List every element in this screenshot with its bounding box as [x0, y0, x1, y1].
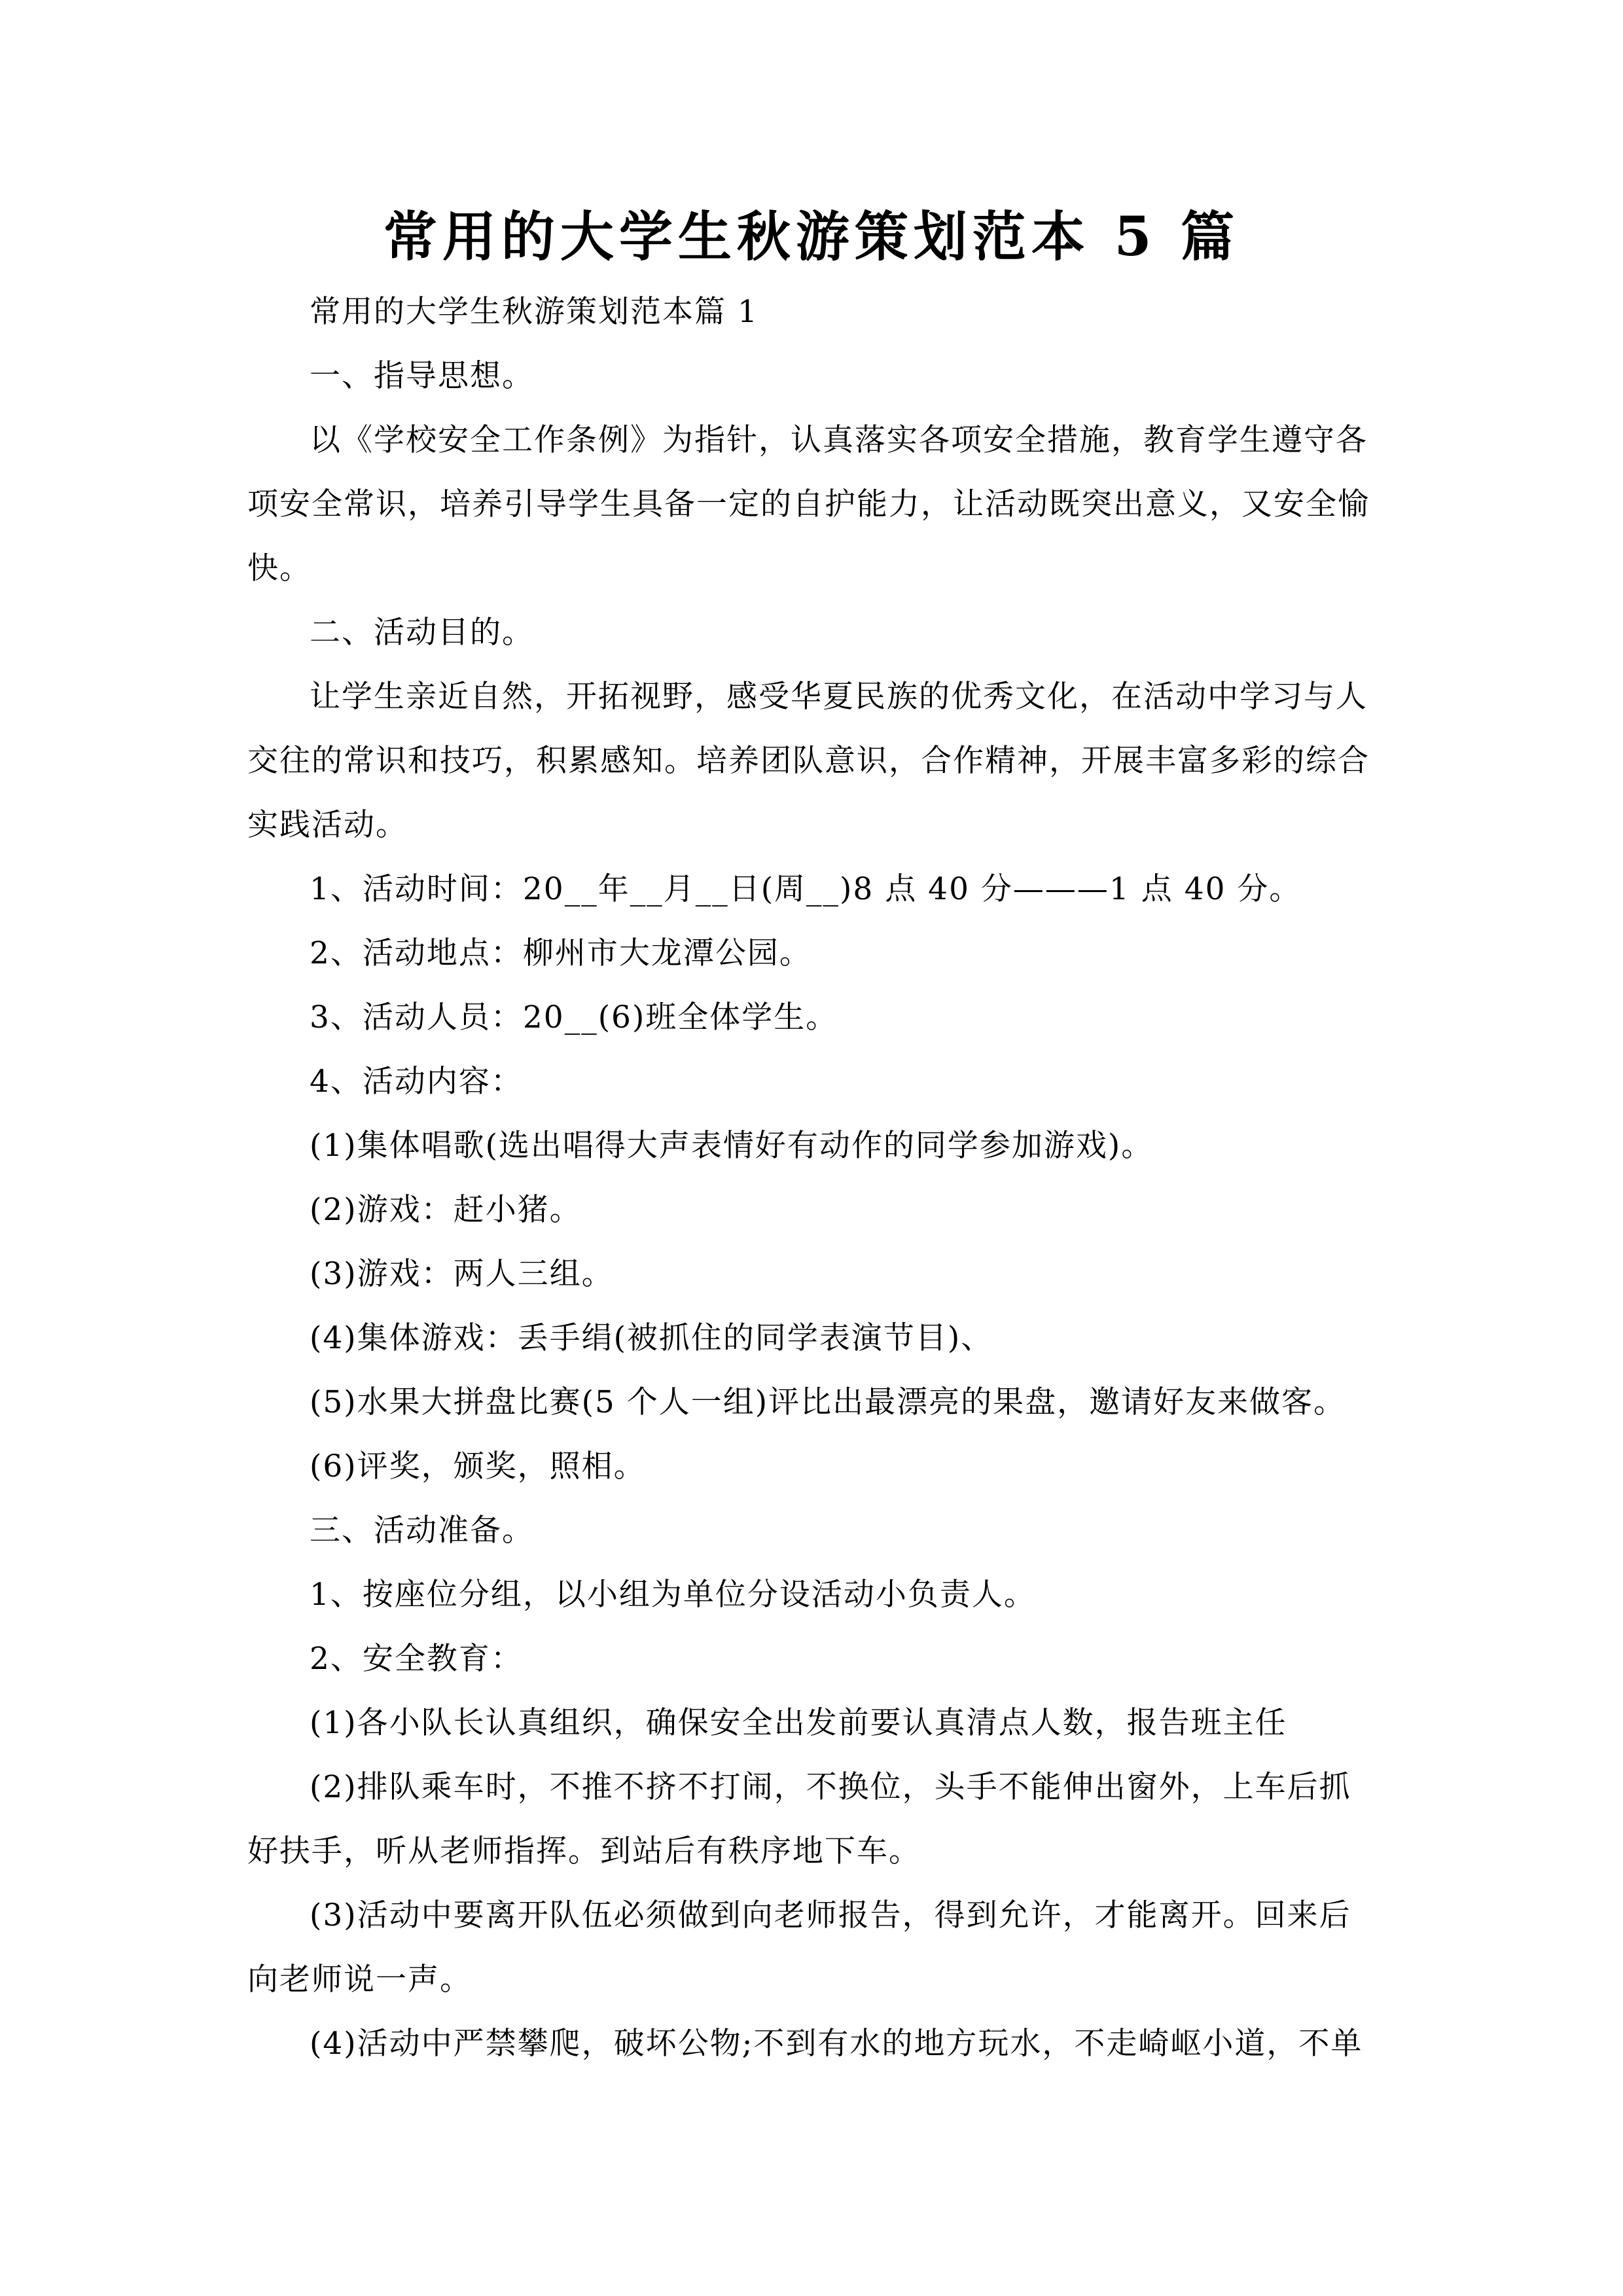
text-line: 二、活动目的。: [310, 615, 534, 651]
text-line: (4)活动中严禁攀爬，破坏公物;不到有水的地方玩水，不走崎岖小道，不单: [310, 2026, 1363, 2062]
text-line: 4、活动内容：: [310, 1064, 523, 1100]
text-line: 一、指导思想。: [310, 358, 534, 394]
text-line: (3)活动中要离开队伍必须做到向老师报告，得到允许，才能离开。回来后: [310, 1897, 1351, 1933]
text-line: 项安全常识，培养引导学生具备一定的自护能力，让活动既突出意义，又安全愉: [247, 486, 1370, 522]
text-line: 常用的大学生秋游策划范本篇 1: [310, 294, 758, 330]
text-line: 以《学校安全工作条例》为指针，认真落实各项安全措施，教育学生遵守各: [310, 422, 1368, 458]
document-title: 常用的大学生秋游策划范本 5 篇: [383, 206, 1240, 268]
text-line: 1、按座位分组，以小组为单位分设活动小负责人。: [310, 1577, 1036, 1613]
text-line: (1)各小队长认真组织，确保安全出发前要认真清点人数，报告班主任: [310, 1705, 1287, 1741]
document-body: [247, 280, 1377, 2076]
text-line: 1、活动时间：20__年__月__日(周__)8 点 40 分———1 点 40 分。: [310, 871, 1302, 907]
text-line: 好扶手，听从老师指挥。到站后有秩序地下车。: [247, 1833, 921, 1869]
text-line: (2)游戏：赶小猪。: [310, 1192, 582, 1228]
text-line: 快。: [247, 550, 312, 586]
text-line: 让学生亲近自然，开拓视野，感受华夏民族的优秀文化，在活动中学习与人: [310, 679, 1368, 715]
text-line: (1)集体唱歌(选出唱得大声表情好有动作的同学参加游戏)。: [310, 1128, 1154, 1164]
text-line: 三、活动准备。: [310, 1513, 534, 1549]
text-line: (3)游戏：两人三组。: [310, 1256, 614, 1292]
text-line: (6)评奖，颁奖，照相。: [310, 1448, 646, 1484]
text-line: 交往的常识和技巧，积累感知。培养团队意识，合作精神，开展丰富多彩的综合: [247, 743, 1370, 779]
text-line: 2、活动地点：柳州市大龙潭公园。: [310, 935, 812, 971]
text-line: (4)集体游戏：丢手绢(被抓住的同学表演节目)、: [310, 1320, 993, 1356]
text-line: (2)排队乘车时，不推不挤不打闹，不换位，头手不能伸出窗外，上车后抓: [310, 1769, 1351, 1805]
text-line: 实践活动。: [247, 807, 408, 843]
text-line: 2、安全教育：: [310, 1641, 523, 1677]
text-line: 3、活动人员：20__(6)班全体学生。: [310, 999, 838, 1035]
text-line: (5)水果大拼盘比赛(5 个人一组)评比出最漂亮的果盘，邀请好友来做客。: [310, 1384, 1346, 1420]
text-line: 向老师说一声。: [247, 1962, 472, 1998]
